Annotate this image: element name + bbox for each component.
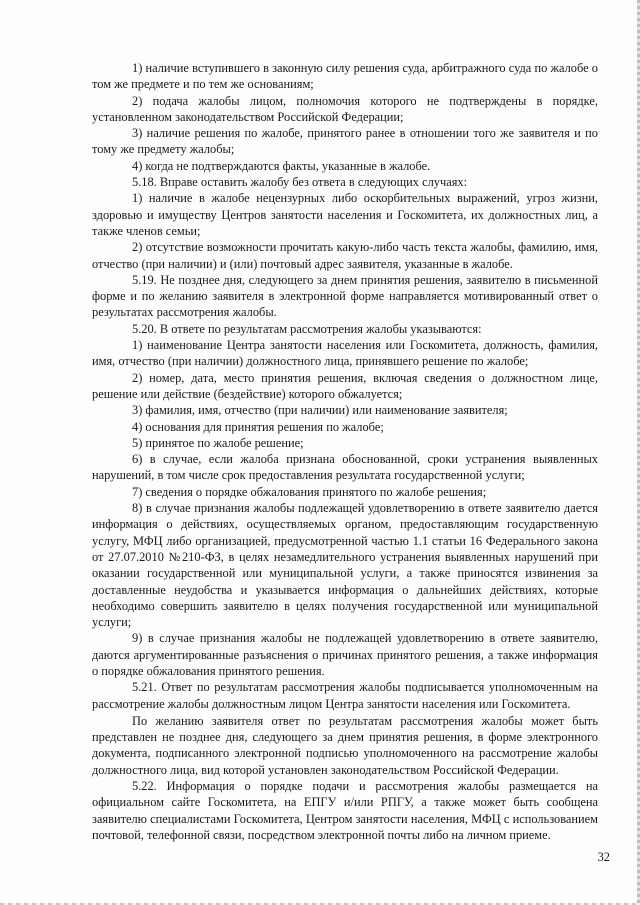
section-heading-5-20: 5.20. В ответе по результатам рассмотрения жалобы указываются: [132,321,482,336]
paragraph: 1) наличие в жалобе нецензурных либо оскорбительных выражений, угроз жизни, здоровью и имуществу Центров занятости населения и Госкомитета, их должностных лиц, а также членов семьи; [92,191,598,238]
section-5-19: 5.19. Не позднее дня, следующего за днем принятия решения, заявителю в письменной форме и по желанию заявителя в электронной форме направляется мотивированный ответ о результатах рассмотрения жалобы. [92,272,598,320]
page-number: 32 [597,850,610,864]
document-body [92,60,598,843]
section-5-21: 5.21. Ответ по результатам рассмотрения жалобы подписывается уполномоченным на рассмотрение жалобы должностным лицом Центра занятости населения или Госкомитета. [92,680,598,711]
section-5-22: 5.22. Информация о порядке подачи и рассмотрения жалобы размещается на официальном сайте Госкомитета, на ЕПГУ и/или РПГУ, а также может быть сообщена заявителю специалистами Госкомитета, Центром занятости населения, МФЦ с использованием почтовой, телефонной связи, посредством электронной почты либо на личном приеме. [92,779,598,842]
paragraph: По желанию заявителя ответ по результатам рассмотрения жалобы может быть представлен не позднее дня, следующего за днем принятия решения, в форме электронного документа, подписанного электронной подписью уполномоченного на рассмотрение жалобы должностного лица, вид которой установлен законодательством Российской Федерации. [92,713,598,777]
paragraph: 5) принятое по жалобе решение; [132,435,304,450]
paragraph: 6) в случае, если жалоба признана обоснованной, сроки устранения выявленных нарушений, в том числе срок предоставления результата государственной услуги; [92,452,598,483]
paragraph: 7) сведения о порядке обжалования принятого по жалобе решения; [132,484,487,499]
paragraph: 2) отсутствие возможности прочитать какую-либо часть текста жалобы, фамилию, имя, отчество (при наличии) и (или) почтовый адрес заявителя, указанные в жалобе. [92,240,598,271]
paragraph: 8) в случае признания жалобы подлежащей удовлетворению в ответе заявителю дается информация о действиях, осуществляемых органом, предоставляющим государственную услугу, МФЦ либо организацией, предусмотренной частью 1.1 статьи 16 Федерального закона от 27.07.2010 №210-ФЗ, в целях незамедлительного устранения выявленных нарушений при оказании государственной или муниципальной услуги, а также приносятся извинения за доставленные неудобства и указывается информация о дальнейших действиях, которые необходимо совершить заявителю в целях получения государственной или муниципальной услуги; [92,501,598,630]
paragraph: 1) наличие вступившего в законную силу решения суда, арбитражного суда по жалобе о том же предмете и по тем же основаниям; [92,61,598,92]
paragraph: 9) в случае признания жалобы не подлежащей удовлетворению в ответе заявителю, даются аргументированные разъяснения о причинах принятого решения, а также информация о порядке обжалования принятого решения. [92,631,598,678]
paragraph: 3) наличие решения по жалобе, принятого ранее в отношении того же заявителя и по тому же предмету жалобы; [92,126,598,157]
paragraph: 2) номер, дата, место принятия решения, включая сведения о должностном лице, решение или действие (бездействие) которого обжалуется; [92,370,598,401]
paragraph: 1) наименование Центра занятости населения или Госкомитета, должность, фамилия, имя, отчество (при наличии) должностного лица, принявшего решение по жалобе; [92,338,598,369]
paragraph: 3) фамилия, имя, отчество (при наличии) или наименование заявителя; [132,403,508,418]
paragraph: 4) когда не подтверждаются факты, указанные в жалобе. [132,158,431,173]
paragraph: 4) основания для принятия решения по жалобе; [132,419,384,434]
section-heading-5-18: 5.18. Вправе оставить жалобу без ответа в следующих случаях: [132,175,468,190]
paragraph: 2) подача жалобы лицом, полномочия которого не подтверждены в порядке, установленном законодательством Российской Федерации; [92,93,598,124]
